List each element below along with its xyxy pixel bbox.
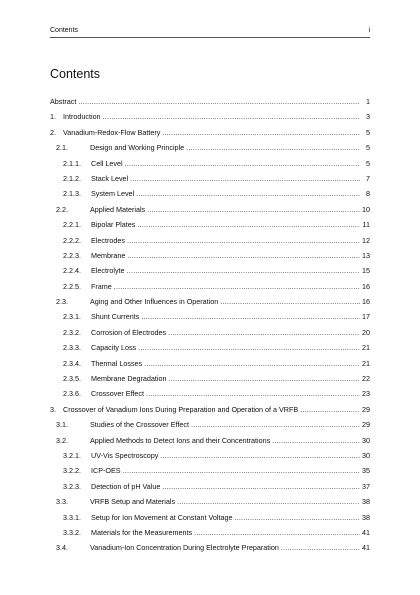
toc-entry[interactable]	[50, 233, 370, 248]
toc-entry-number: 3.2.1.	[63, 450, 81, 460]
toc-entry[interactable]	[50, 202, 370, 217]
toc-entry-number: 1.	[50, 112, 56, 122]
toc-dot-leader	[234, 510, 360, 525]
toc-entry[interactable]	[50, 186, 370, 201]
toc-entry-title: Detection of pH Value	[91, 481, 161, 491]
toc-entry-title: Crossover of Vanadium Ions During Preparation and Operation of a VRFB	[63, 404, 299, 414]
toc-dot-leader	[168, 325, 360, 340]
toc-entry-page-number: 3	[366, 112, 370, 122]
toc-entry-title: Electrolyte	[91, 266, 125, 276]
toc-entry[interactable]	[50, 463, 370, 478]
toc-entry-title: System Level	[91, 189, 135, 199]
toc-dot-leader	[220, 294, 360, 309]
toc-dot-leader	[127, 233, 360, 248]
toc-entry-number: 3.3.	[56, 497, 68, 507]
toc-entry-number: 3.3.1.	[63, 512, 81, 522]
toc-entry-page-number: 37	[362, 481, 370, 491]
toc-entry[interactable]	[50, 248, 370, 263]
toc-entry-title: Corrosion of Electrodes	[91, 327, 167, 337]
toc-entry-page-number: 21	[362, 358, 370, 368]
toc-entry-number: 2.1.1.	[63, 158, 81, 168]
toc-entry-page-number: 41	[362, 527, 370, 537]
toc-entry-title: Vanadium-Redox-Flow Battery	[63, 127, 161, 137]
toc-entry-number: 2.2.2.	[63, 235, 81, 245]
toc-dot-leader	[169, 371, 360, 386]
toc-entry[interactable]	[50, 325, 370, 340]
toc-entry-number: 3.2.3.	[63, 481, 81, 491]
toc-dot-leader	[114, 279, 360, 294]
toc-entry-page-number: 17	[362, 312, 370, 322]
toc-entry-title: Shunt Currents	[91, 312, 140, 322]
toc-entry-number: 2.3.4.	[63, 358, 81, 368]
running-header	[50, 26, 370, 36]
toc-entry-title: Applied Methods to Detect Ions and their Concentrations	[90, 435, 271, 445]
toc-entry-number: 2.3.	[56, 297, 68, 307]
toc-entry-page-number: 7	[366, 173, 370, 183]
toc-entry-number: 2.3.3.	[63, 343, 81, 353]
toc-entry-page-number: 22	[362, 374, 370, 384]
toc-entry-page-number: 38	[362, 512, 370, 522]
toc-entry[interactable]	[50, 417, 370, 432]
toc-entry[interactable]	[50, 356, 370, 371]
toc-dot-leader	[300, 402, 360, 417]
toc-entry-page-number: 5	[366, 158, 370, 168]
toc-dot-leader	[130, 171, 360, 186]
toc-entry-number: 3.2.	[56, 435, 68, 445]
table-of-contents	[50, 94, 370, 556]
running-header-page-number: i	[368, 27, 370, 34]
header-rule	[50, 37, 370, 38]
toc-entry-number: 2.1.3.	[63, 189, 81, 199]
toc-dot-leader	[123, 463, 360, 478]
toc-dot-leader	[103, 109, 360, 124]
toc-entry-page-number: 12	[362, 235, 370, 245]
toc-entry-number: 2.2.1.	[63, 220, 81, 230]
toc-entry-page-number: 38	[362, 497, 370, 507]
toc-entry-title: VRFB Setup and Materials	[90, 497, 176, 507]
toc-dot-leader	[281, 540, 360, 555]
toc-entry-page-number: 30	[362, 450, 370, 460]
toc-entry[interactable]	[50, 125, 370, 140]
toc-dot-leader	[138, 340, 360, 355]
toc-entry-page-number: 20	[362, 327, 370, 337]
toc-entry-page-number: 29	[362, 420, 370, 430]
toc-entry-title: Studies of the Crossover Effect	[90, 420, 189, 430]
toc-entry[interactable]	[50, 171, 370, 186]
toc-entry-number: 2.2.5.	[63, 281, 81, 291]
toc-entry[interactable]	[50, 510, 370, 525]
toc-entry-page-number: 23	[362, 389, 370, 399]
toc-entry-number: 3.2.2.	[63, 466, 81, 476]
toc-entry-number: 2.3.5.	[63, 374, 81, 384]
toc-entry[interactable]	[50, 217, 370, 232]
page-title: Contents	[50, 67, 101, 81]
toc-entry[interactable]	[50, 433, 370, 448]
toc-entry-title: Aging and Other Influences in Operation	[90, 297, 219, 307]
toc-entry-title: Materials for the Measurements	[91, 527, 193, 537]
toc-entry-page-number: 30	[362, 435, 370, 445]
toc-entry-number: 3.4.	[56, 543, 68, 553]
toc-entry[interactable]	[50, 140, 370, 155]
toc-entry-title: Introduction	[63, 112, 101, 122]
toc-entry-page-number: 5	[366, 143, 370, 153]
toc-entry-number: 2.	[50, 127, 56, 137]
toc-dot-leader	[144, 356, 360, 371]
toc-dot-leader	[186, 140, 360, 155]
toc-entry-page-number: 5	[366, 127, 370, 137]
toc-entry-number: 2.2.3.	[63, 250, 81, 260]
toc-dot-leader	[141, 309, 360, 324]
toc-entry-page-number: 29	[362, 404, 370, 414]
toc-entry-number: 2.2.	[56, 204, 68, 214]
toc-entry[interactable]	[50, 540, 370, 555]
toc-entry-number: 3.	[50, 404, 56, 414]
toc-dot-leader	[147, 202, 360, 217]
toc-entry[interactable]	[50, 448, 370, 463]
toc-entry[interactable]	[50, 402, 370, 417]
toc-dot-leader	[272, 433, 360, 448]
toc-dot-leader	[127, 248, 360, 263]
toc-entry-title: Applied Materials	[90, 204, 146, 214]
toc-dot-leader	[146, 386, 360, 401]
toc-entry-title: Vanadium-Ion Concentration During Electrolyte Preparation	[90, 543, 279, 553]
toc-dot-leader	[136, 186, 360, 201]
toc-entry-page-number: 16	[362, 281, 370, 291]
toc-entry-title: Membrane Degradation	[91, 374, 167, 384]
toc-entry-number: 2.3.1.	[63, 312, 81, 322]
toc-entry[interactable]	[50, 94, 370, 109]
toc-entry-page-number: 21	[362, 343, 370, 353]
toc-entry-page-number: 15	[362, 266, 370, 276]
toc-entry-page-number: 35	[362, 466, 370, 476]
toc-entry-number: 2.1.2.	[63, 173, 81, 183]
toc-dot-leader	[78, 94, 360, 109]
toc-entry[interactable]	[50, 279, 370, 294]
toc-entry-title: ICP-OES	[91, 466, 121, 476]
toc-entry-title: Crossover Effect	[91, 389, 144, 399]
toc-entry-number: 2.2.4.	[63, 266, 81, 276]
toc-entry-title: Setup for Ion Movement at Constant Voltage	[91, 512, 233, 522]
toc-entry[interactable]	[50, 263, 370, 278]
toc-entry-number: 2.1.	[56, 143, 68, 153]
toc-entry[interactable]	[50, 156, 370, 171]
toc-dot-leader	[160, 448, 360, 463]
toc-entry[interactable]	[50, 371, 370, 386]
toc-entry[interactable]	[50, 386, 370, 401]
toc-dot-leader	[125, 156, 360, 171]
toc-entry[interactable]	[50, 109, 370, 124]
toc-dot-leader	[194, 525, 360, 540]
toc-entry-page-number: 1	[366, 97, 370, 106]
toc-entry[interactable]	[50, 479, 370, 494]
toc-entry-title: Bipolar Plates	[91, 220, 136, 230]
toc-dot-leader	[162, 125, 360, 140]
toc-dot-leader	[127, 263, 360, 278]
toc-entry-number: 3.1.	[56, 420, 68, 430]
toc-entry[interactable]	[50, 340, 370, 355]
toc-entry-number: 2.3.2.	[63, 327, 81, 337]
toc-entry-number: 3.3.2.	[63, 527, 81, 537]
toc-entry[interactable]	[50, 294, 370, 309]
toc-entry-page-number: 8	[366, 189, 370, 199]
toc-entry-page-number: 16	[362, 297, 370, 307]
running-header-title: Contents	[50, 27, 79, 34]
toc-entry-title: Membrane	[91, 250, 126, 260]
toc-entry-title: Cell Level	[91, 158, 123, 168]
toc-entry-page-number: 10	[362, 204, 370, 214]
toc-entry-number: 2.3.6.	[63, 389, 81, 399]
toc-dot-leader	[191, 417, 360, 432]
toc-entry-page-number: 41	[362, 543, 370, 553]
toc-entry-page-number: 13	[362, 250, 370, 260]
toc-dot-leader	[137, 217, 360, 232]
toc-dot-leader	[177, 494, 360, 509]
toc-entry-title: Thermal Losses	[91, 358, 143, 368]
toc-entry-title: Frame	[91, 281, 112, 291]
toc-dot-leader	[162, 479, 360, 494]
toc-entry-title: Capacity Loss	[91, 343, 137, 353]
toc-entry-title: UV-Vis Spectroscopy	[91, 450, 159, 460]
toc-entry[interactable]	[50, 309, 370, 324]
toc-entry-title: Stack Level	[91, 173, 129, 183]
toc-entry-page-number: 11	[362, 220, 370, 230]
toc-entry-title: Abstract	[50, 97, 77, 106]
toc-entry[interactable]	[50, 494, 370, 509]
toc-entry-title: Design and Working Principle	[90, 143, 185, 153]
toc-entry[interactable]	[50, 525, 370, 540]
toc-entry-title: Electrodes	[91, 235, 125, 245]
